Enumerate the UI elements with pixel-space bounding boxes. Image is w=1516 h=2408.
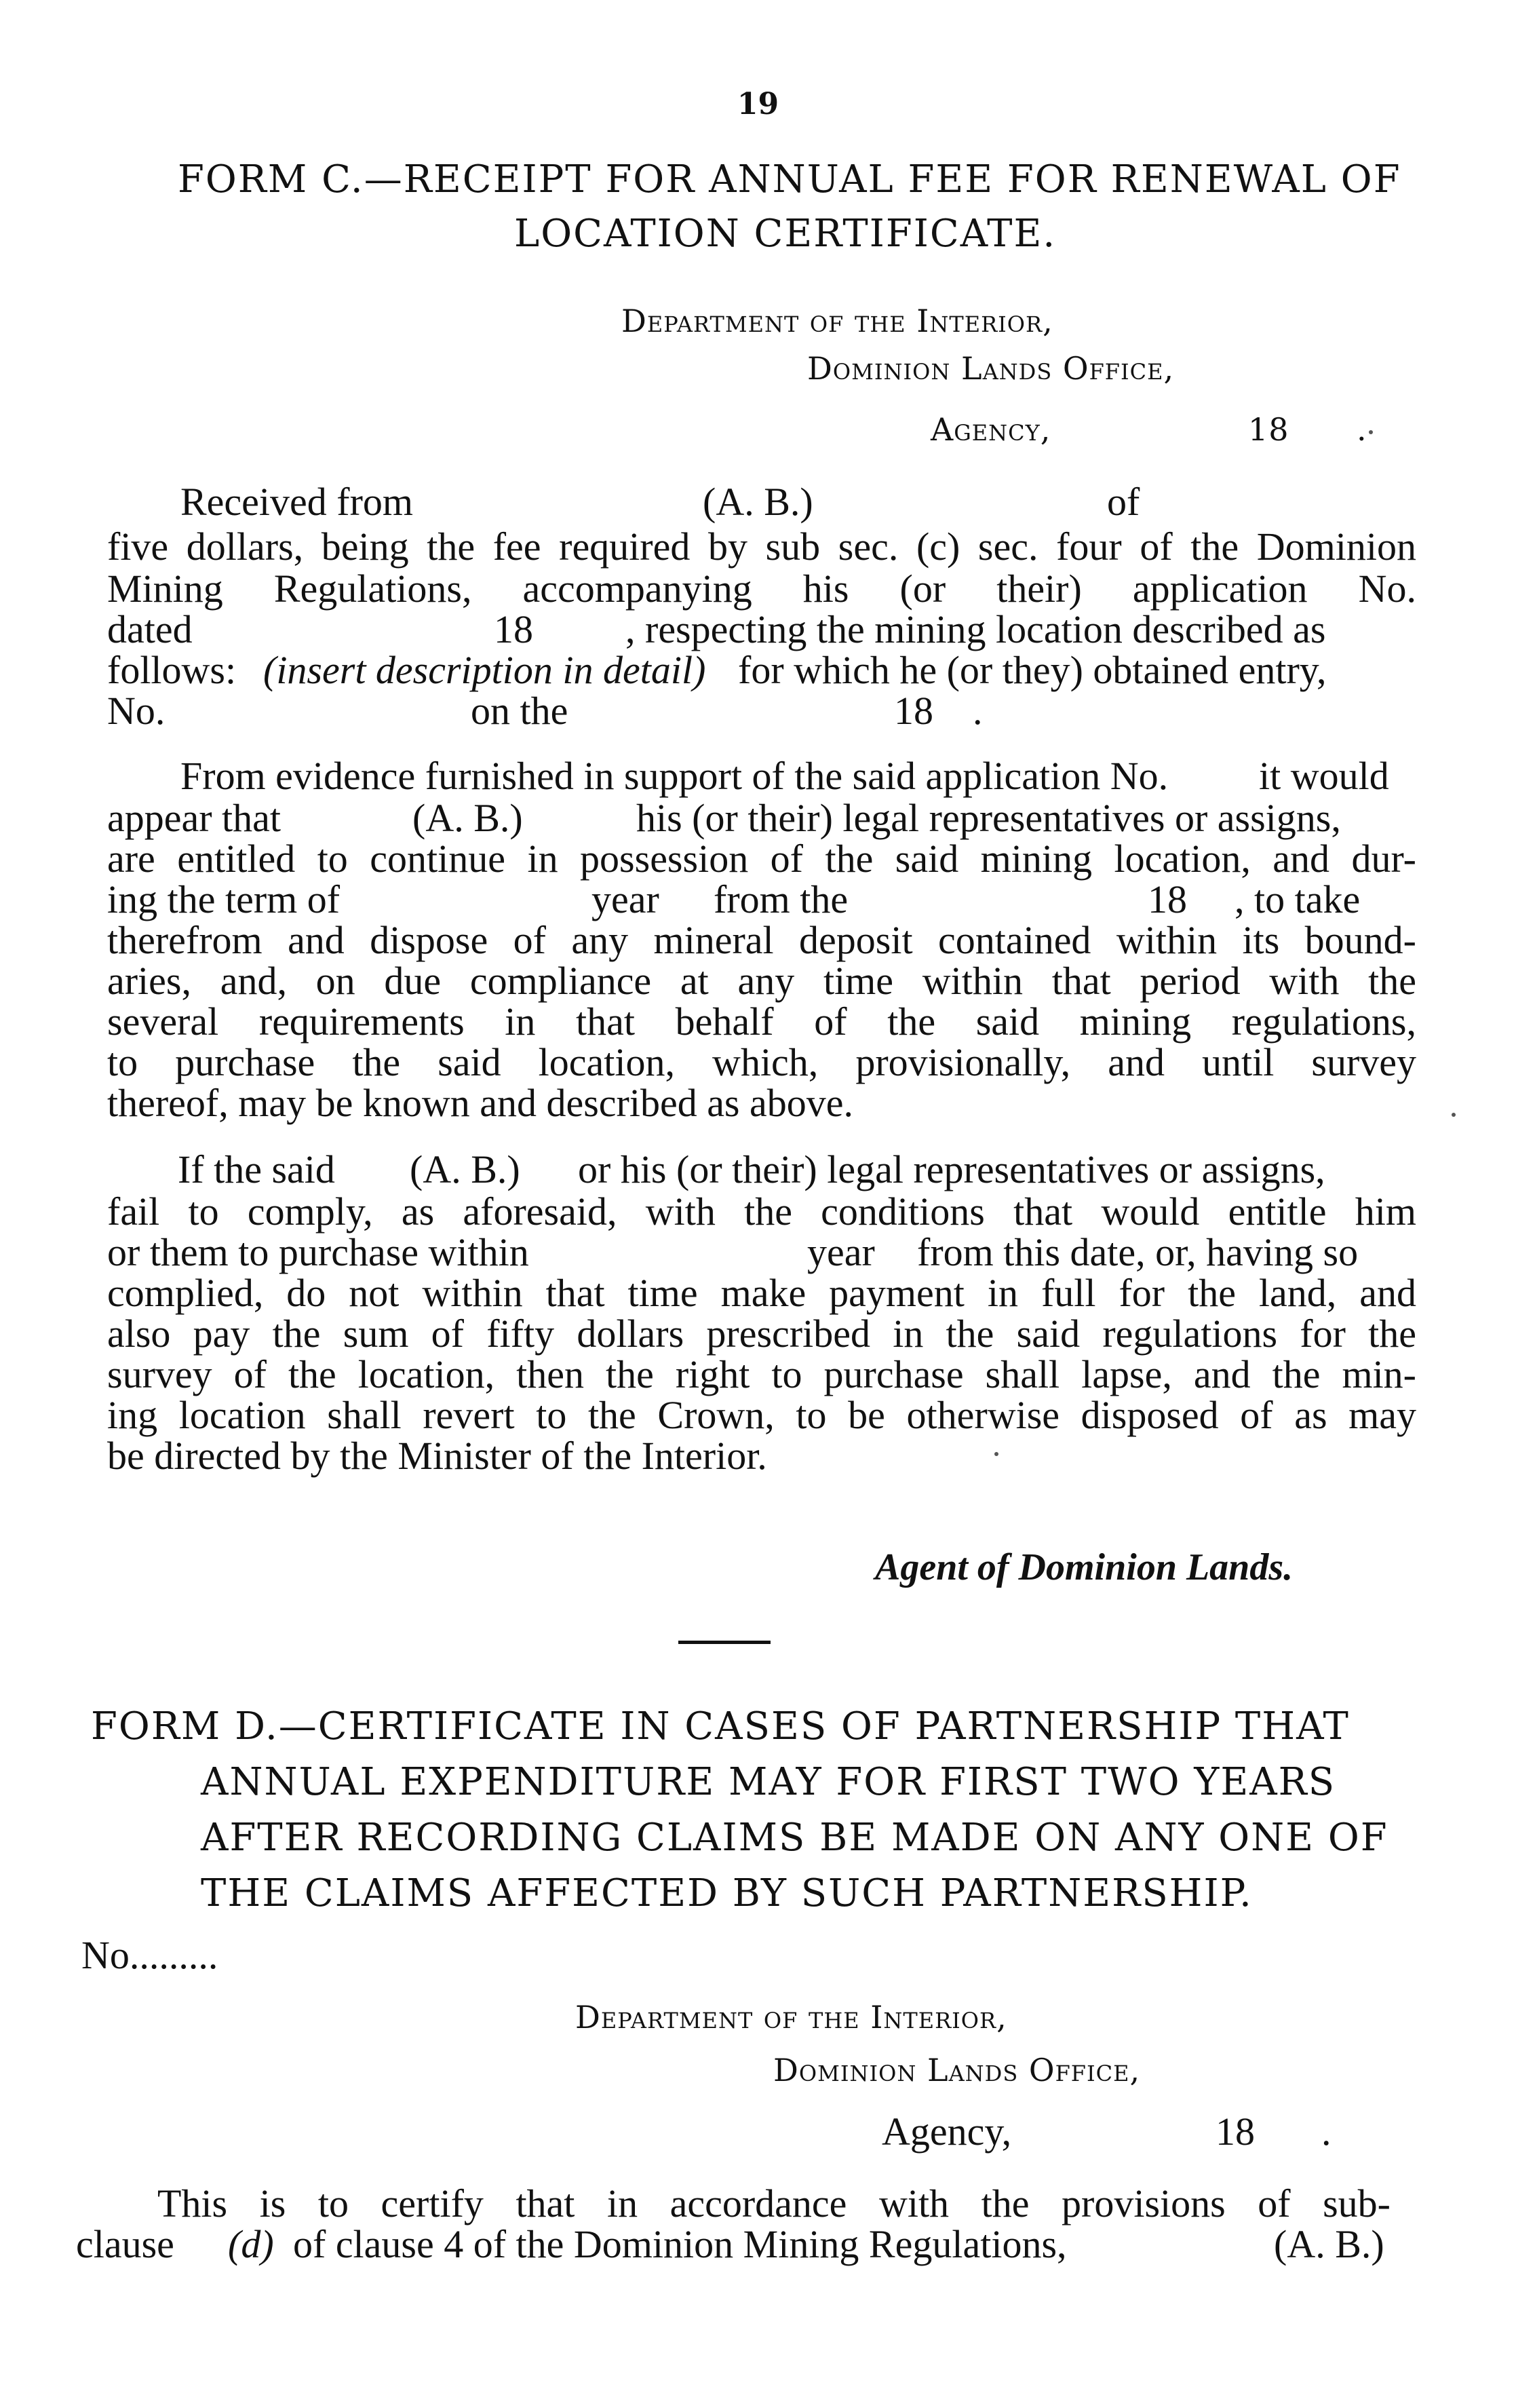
form-c-p2-evidence: From evidence furnished in support of the said application No.: [180, 754, 1169, 798]
form-c-p3-year: year: [807, 1230, 875, 1274]
scan-speck: [1369, 430, 1373, 434]
form-c-agency-label: Agency,: [931, 411, 1051, 448]
form-c-p3-line2: fail to comply, as aforesaid, with the conditions that would entitle him: [107, 1189, 1416, 1234]
form-d-dept-line2: Dominion Lands Office,: [773, 2052, 1141, 2088]
form-d-title-line3: AFTER RECORDING CLAIMS BE MADE ON ANY ONE OF: [201, 1816, 1388, 1860]
form-c-p1-follows: follows:: [107, 648, 237, 692]
form-d-p1-regulations: of clause 4 of the Dominion Mining Regulations,: [293, 2222, 1067, 2266]
form-d-p1-d: (d): [228, 2222, 274, 2266]
form-d-number: No.........: [81, 1933, 218, 1977]
form-c-title-line2: LOCATION CERTIFICATE.: [514, 212, 1057, 256]
form-c-p2-line8: to purchase the said location, which, provisionally, and until survey: [107, 1040, 1416, 1084]
agent-signature-line: Agent of Dominion Lands.: [875, 1546, 1294, 1588]
form-c-p2-line7: several requirements in that behalf of the said mining regulations,: [107, 999, 1416, 1044]
form-c-p1-line2: five dollars, being the fee required by sub sec. (c) sec. four of the Dominion: [107, 524, 1416, 569]
scan-speck: [994, 1452, 998, 1456]
form-c-p1-respecting: , respecting the mining location described as: [625, 607, 1326, 651]
form-c-title-line1: FORM C.—RECEIPT FOR ANNUAL FEE FOR RENEWAL OF: [178, 157, 1401, 202]
form-d-agency-label: Agency,: [882, 2109, 1012, 2154]
form-c-p2-ab: (A. B.): [412, 796, 523, 840]
form-c-p2-appear-that: appear that: [107, 796, 281, 840]
form-d-p1-clause: clause: [76, 2222, 174, 2266]
form-c-p3-purchase-within: or them to purchase within: [107, 1230, 529, 1274]
form-c-p1-dated: dated: [107, 607, 193, 651]
form-c-dept-line2: Dominion Lands Office,: [807, 350, 1175, 387]
form-c-p3-line7: ing location shall revert to the Crown, to be otherwise disposed of as may: [107, 1393, 1416, 1437]
page-number: 19: [737, 87, 779, 121]
form-c-p2-year-18: 18: [1148, 877, 1187, 921]
form-c-p2-from-the: from the: [714, 877, 849, 921]
form-c-p1-on-the: on the: [471, 689, 568, 733]
form-d-agency-year: 18: [1216, 2109, 1255, 2154]
form-c-p1-dated-year: 18: [494, 607, 533, 651]
form-d-title-line4: THE CLAIMS AFFECTED BY SUCH PARTNERSHIP.: [201, 1871, 1253, 1915]
form-c-p2-term-of: ing the term of: [107, 877, 341, 921]
form-d-agency-dot: .: [1321, 2109, 1332, 2154]
form-c-p2-line6: aries, and, on due compliance at any time within that period with the: [107, 959, 1416, 1003]
form-c-p2-it-would: it would: [1259, 754, 1389, 798]
form-c-p1-of: of: [1107, 480, 1140, 524]
form-c-p2-representatives: his (or their) legal representatives or assigns,: [636, 796, 1341, 840]
form-c-p3-representatives: or his (or their) legal representatives or assigns,: [578, 1147, 1325, 1191]
form-c-p3-line4: complied, do not within that time make payment in full for the land, and: [107, 1271, 1416, 1315]
form-d-dept-line1: Department of the Interior,: [575, 1999, 1007, 2036]
section-divider: [678, 1641, 771, 1644]
form-c-p2-line5: therefrom and dispose of any mineral deposit contained within its bound-: [107, 918, 1416, 962]
form-c-p1-no: No.: [107, 689, 166, 733]
form-c-p1-year: 18: [894, 689, 933, 733]
form-c-p1-obtained-entry: for which he (or they) obtained entry,: [738, 648, 1327, 692]
form-c-p2-year: year: [591, 877, 659, 921]
form-c-p3-ab: (A. B.): [410, 1147, 520, 1191]
form-d-p1-ab: (A. B.): [1274, 2222, 1384, 2266]
form-c-p1-end-dot: .: [973, 689, 983, 733]
form-d-title-line2: ANNUAL EXPENDITURE MAY FOR FIRST TWO YEARS: [201, 1760, 1336, 1804]
form-c-p1-ab: (A. B.): [703, 480, 813, 524]
form-c-p2-line9: thereof, may be known and described as above.: [107, 1081, 853, 1125]
form-c-p1-received-from: Received from: [180, 480, 414, 524]
form-d-p1-line1: This is to certify that in accordance with the provisions of sub-: [157, 2181, 1391, 2225]
form-c-agency-dot: .: [1357, 411, 1367, 448]
form-c-p3-line8: be directed by the Minister of the Interior.: [107, 1434, 767, 1478]
form-c-p2-to-take: , to take: [1235, 877, 1361, 921]
form-c-agency-year: 18: [1248, 411, 1289, 448]
form-c-p1-line3: Mining Regulations, accompanying his (or their) application No.: [107, 567, 1416, 611]
form-c-p3-line5: also pay the sum of fifty dollars prescribed in the said regulations for the: [107, 1312, 1416, 1356]
form-c-p3-from-this-date: from this date, or, having so: [917, 1230, 1359, 1274]
form-c-p3-if-the-said: If the said: [178, 1147, 335, 1191]
form-d-title-line1: FORM D.—CERTIFICATE IN CASES OF PARTNERSHIP THAT: [91, 1704, 1350, 1748]
form-c-p2-line3: are entitled to continue in possession of the said mining location, and dur-: [107, 837, 1416, 881]
form-c-p3-line6: survey of the location, then the right to purchase shall lapse, and the min-: [107, 1352, 1416, 1396]
scan-speck: [1452, 1113, 1456, 1117]
form-c-dept-line1: Department of the Interior,: [621, 303, 1053, 339]
form-c-p1-insert-description: (insert description in detail): [263, 648, 706, 692]
